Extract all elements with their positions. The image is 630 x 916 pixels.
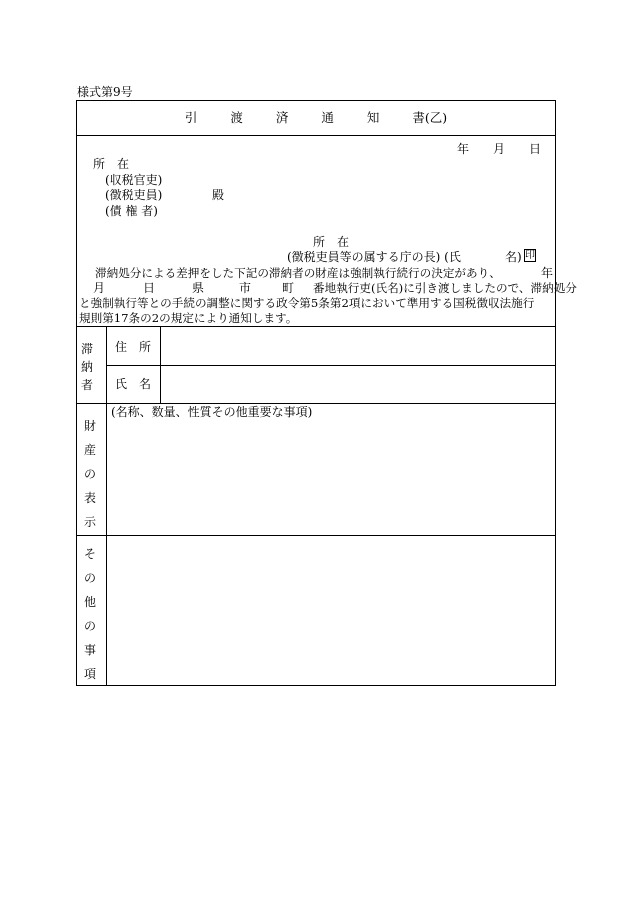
addressee-honorific: 殿 bbox=[212, 188, 225, 202]
notice-line-4: 規則第17条の2の規定により通知します。 bbox=[79, 311, 298, 325]
notice-line-1: 滞納処分による差押をした下記の滞納者の財産は強制執行続行の決定があり、 bbox=[95, 266, 501, 280]
label-char: 項 bbox=[84, 667, 97, 681]
label-char: 財 bbox=[84, 419, 97, 433]
sender-name-line: (徴税吏員等の属する庁の長) (氏 bbox=[287, 250, 461, 264]
sender-name-close: 名) bbox=[505, 250, 522, 264]
property-divider bbox=[76, 535, 556, 536]
seal-icon: 印 bbox=[525, 250, 535, 261]
label-char: 納 bbox=[81, 360, 94, 374]
title-char: 渡 bbox=[230, 110, 243, 125]
form-number: 様式第9号 bbox=[77, 85, 133, 99]
notice-line-2-town: 町 bbox=[282, 281, 295, 295]
field-label-divider bbox=[160, 326, 161, 403]
label-char: 表 bbox=[84, 491, 97, 505]
label-char: の bbox=[84, 467, 97, 481]
label-char: 産 bbox=[84, 443, 97, 457]
date-day: 日 bbox=[529, 142, 542, 156]
notice-line-2-text: 番地執行吏(氏名)に引き渡しましたので、滞納処分 bbox=[313, 281, 577, 295]
title-char: 書(乙) bbox=[412, 110, 448, 125]
label-char: 滞 bbox=[81, 342, 94, 356]
address-label: 住 所 bbox=[115, 340, 152, 354]
notice-divider bbox=[76, 326, 556, 327]
title-divider bbox=[76, 135, 556, 136]
addressee-title-collector: (徴税吏員) bbox=[105, 188, 163, 202]
form-title bbox=[76, 111, 556, 125]
property-hint: (名称、数量、性質その他重要な事項) bbox=[111, 405, 313, 419]
notice-line-2-day: 日 bbox=[143, 281, 156, 295]
delinquent-divider bbox=[76, 403, 556, 404]
label-column-divider bbox=[106, 326, 107, 686]
title-char: 知 bbox=[366, 110, 380, 125]
notice-line-1-year: 年 bbox=[541, 266, 554, 280]
title-char: 通 bbox=[321, 110, 334, 125]
label-char: の bbox=[84, 619, 97, 633]
addressee-address-label: 所 在 bbox=[93, 157, 130, 171]
label-char: 者 bbox=[81, 378, 94, 392]
notice-line-2-prefecture: 県 bbox=[192, 281, 205, 295]
date-year: 年 bbox=[457, 142, 470, 156]
label-char: 事 bbox=[84, 643, 97, 657]
label-char: 他 bbox=[84, 595, 97, 609]
title-char: 済 bbox=[275, 110, 289, 125]
label-char: 示 bbox=[84, 515, 97, 529]
label-char: の bbox=[84, 571, 97, 585]
notice-line-3: と強制執行等との手続の調整に関する政令第5条第2項において準用する国税徴収法施行 bbox=[79, 296, 535, 310]
notice-line-2-city: 市 bbox=[239, 281, 252, 295]
addressee-title-tax-official: (収税官吏) bbox=[105, 173, 163, 187]
label-char: そ bbox=[84, 547, 97, 561]
sender-address-label: 所 在 bbox=[313, 235, 350, 249]
addressee-title-creditor: (債 権 者) bbox=[105, 204, 158, 218]
title-char: 引 bbox=[184, 110, 198, 125]
date-month: 月 bbox=[493, 142, 506, 156]
notice-line-2-month: 月 bbox=[93, 281, 106, 295]
address-name-divider bbox=[106, 365, 556, 366]
name-label: 氏 名 bbox=[115, 377, 152, 391]
